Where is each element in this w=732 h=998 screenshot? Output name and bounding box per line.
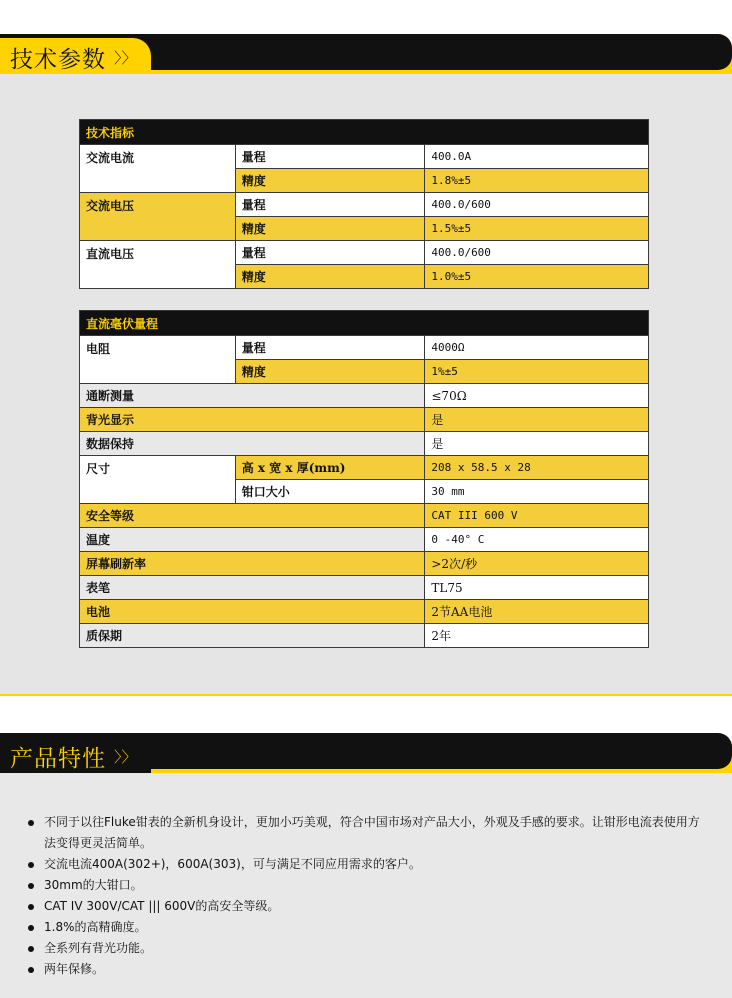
row-value: >2次/秒	[425, 552, 649, 576]
feature-text: CAT IV 300V/CAT ||| 600V的高安全等级。	[44, 899, 280, 913]
table-row	[80, 456, 649, 480]
bullet-icon	[28, 967, 34, 973]
table-row	[80, 600, 649, 624]
list-item	[28, 812, 708, 854]
row-label: 质保期	[80, 624, 425, 648]
spec-table-extra	[79, 310, 649, 648]
spec-table-main	[79, 119, 649, 289]
table-row	[80, 552, 649, 576]
jaw-label: 钳口大小	[235, 480, 425, 504]
accuracy-label: 精度	[235, 169, 425, 193]
row-value: 是	[425, 408, 649, 432]
range-label: 量程	[235, 336, 425, 360]
range-label: 量程	[235, 145, 425, 169]
table-row	[80, 241, 649, 265]
row-label: 表笔	[80, 576, 425, 600]
bullet-icon	[28, 904, 34, 910]
row-label: 电池	[80, 600, 425, 624]
accuracy-value: 1.8%±5	[425, 169, 649, 193]
jaw-value: 30 mm	[425, 480, 649, 504]
row-value: 0 -40° C	[425, 528, 649, 552]
feature-list	[28, 812, 708, 980]
row-label: 安全等级	[80, 504, 425, 528]
feature-text: 30mm的大钳口。	[44, 878, 143, 892]
list-item	[28, 917, 708, 938]
row-label: 尺寸	[80, 456, 236, 504]
table-row	[80, 408, 649, 432]
table-row	[80, 336, 649, 360]
row-label: 通断测量	[80, 384, 425, 408]
section-divider	[0, 694, 732, 696]
dimension-value: 208 x 58.5 x 28	[425, 456, 649, 480]
row-label: 数据保持	[80, 432, 425, 456]
row-value: CAT III 600 V	[425, 504, 649, 528]
accuracy-label: 精度	[235, 217, 425, 241]
bullet-icon	[28, 946, 34, 952]
bullet-icon	[28, 883, 34, 889]
row-label: 交流电流	[80, 145, 236, 193]
accuracy-value: 1.0%±5	[425, 265, 649, 289]
section-header-features	[0, 733, 732, 773]
row-label: 直流电压	[80, 241, 236, 289]
header-tab	[0, 737, 151, 773]
bullet-icon	[28, 925, 34, 931]
section-header-specs	[0, 34, 732, 74]
row-value: 2年	[425, 624, 649, 648]
range-value: 400.0A	[425, 145, 649, 169]
bullet-icon	[28, 862, 34, 868]
row-value: ≤70Ω	[425, 384, 649, 408]
row-value: 2节AA电池	[425, 600, 649, 624]
table-row	[80, 504, 649, 528]
row-label: 屏幕刷新率	[80, 552, 425, 576]
section-title: 产品特性	[10, 745, 106, 772]
table-row	[80, 384, 649, 408]
range-value: 400.0/600	[425, 241, 649, 265]
list-item	[28, 854, 708, 875]
row-value: 是	[425, 432, 649, 456]
accuracy-label: 精度	[235, 360, 425, 384]
range-label: 量程	[235, 241, 425, 265]
table-row	[80, 145, 649, 169]
table-row	[80, 432, 649, 456]
row-label: 交流电压	[80, 193, 236, 241]
accuracy-value: 1%±5	[425, 360, 649, 384]
row-label: 背光显示	[80, 408, 425, 432]
bullet-icon	[28, 820, 34, 826]
feature-text: 两年保修。	[44, 962, 105, 976]
row-label: 温度	[80, 528, 425, 552]
feature-text: 全系列有背光功能。	[44, 941, 153, 955]
range-value: 400.0/600	[425, 193, 649, 217]
list-item	[28, 959, 708, 980]
header-tab	[0, 38, 151, 74]
range-value: 4000Ω	[425, 336, 649, 360]
table-header: 技术指标	[80, 120, 649, 145]
table-row	[80, 528, 649, 552]
double-chevron-icon: 〉〉	[114, 747, 137, 766]
row-value: TL75	[425, 576, 649, 600]
table-header: 直流毫伏量程	[80, 311, 649, 336]
accuracy-value: 1.5%±5	[425, 217, 649, 241]
section-title: 技术参数	[10, 46, 106, 73]
range-label: 量程	[235, 193, 425, 217]
table-row	[80, 193, 649, 217]
list-item	[28, 938, 708, 959]
feature-text: 交流电流400A(302+)，600A(303)，可与满足不同应用需求的客户。	[44, 857, 421, 871]
list-item	[28, 896, 708, 917]
accuracy-label: 精度	[235, 265, 425, 289]
row-label: 电阻	[80, 336, 236, 384]
feature-text: 1.8%的高精确度。	[44, 920, 147, 934]
list-item	[28, 875, 708, 896]
table-row	[80, 576, 649, 600]
feature-text: 不同于以往Fluke钳表的全新机身设计，更加小巧美观，符合中国市场对产品大小，外观及手感的要求。让钳形电流表使用方法变得更灵活简单。	[44, 815, 700, 850]
table-row	[80, 624, 649, 648]
dimension-label: 高 x 宽 x 厚(mm)	[235, 456, 425, 480]
double-chevron-icon: 〉〉	[114, 48, 137, 67]
